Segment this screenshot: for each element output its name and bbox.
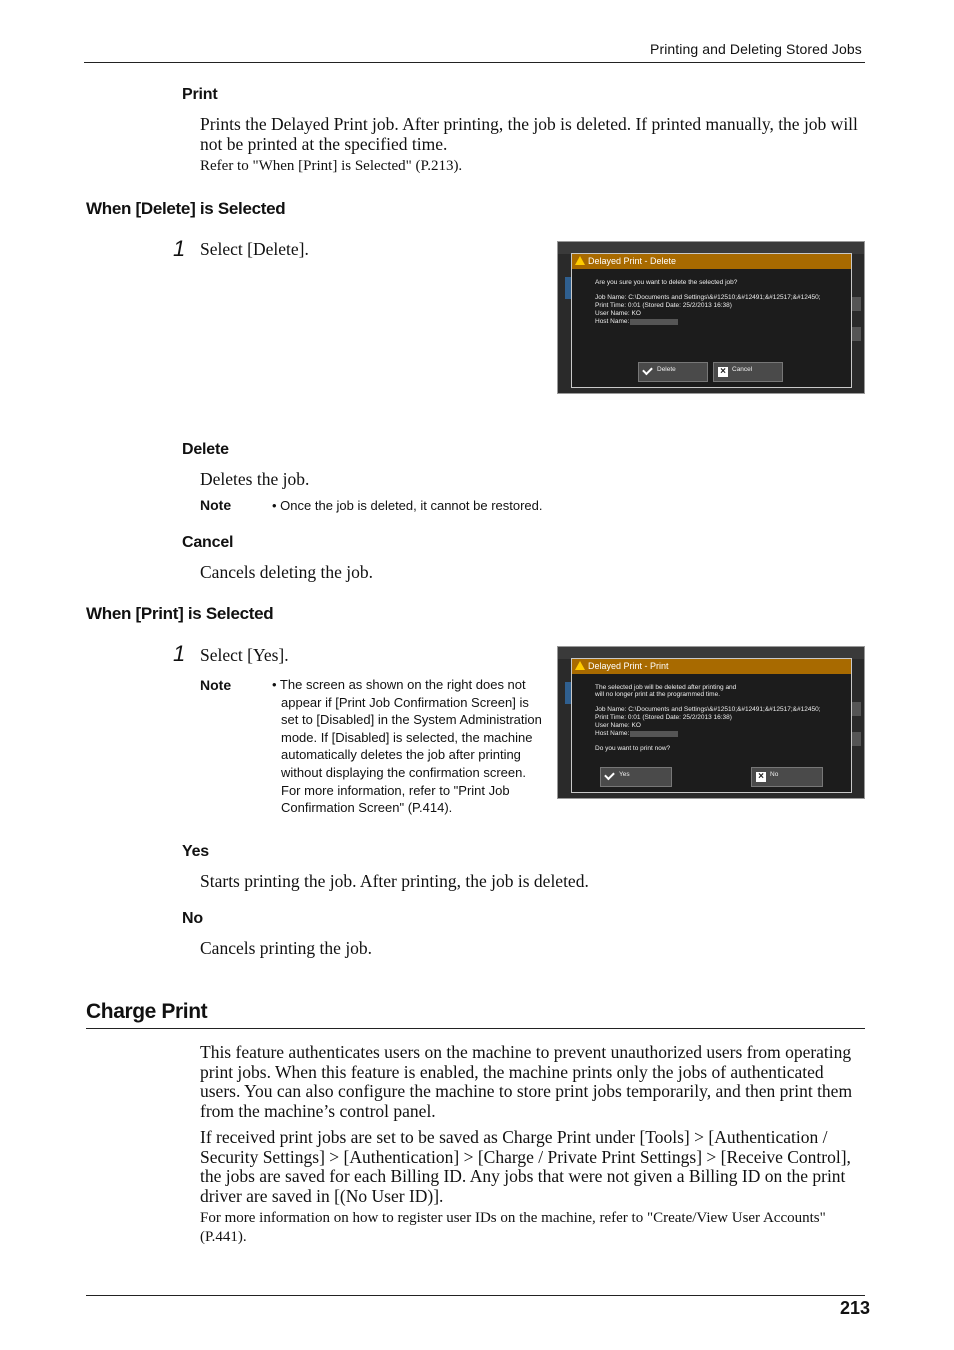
delete-question: Are you sure you want to delete the selected job? [595, 279, 738, 286]
no-item-heading: No [182, 910, 203, 927]
delete-dialog-title: Delayed Print - Delete [572, 254, 851, 269]
print-message-line2: will no longer print at the programmed time. [595, 691, 721, 698]
section-rule [86, 1028, 865, 1029]
charge-print-reference: For more information on how to register user IDs on the machine, refer to "Create/View User Accounts" (P.441). [200, 1210, 826, 1245]
print-dialog-screenshot [557, 646, 865, 799]
host-name: Host Name: [595, 730, 630, 737]
page-number: 213 [840, 1298, 871, 1318]
when-delete-heading: When [Delete] is Selected [86, 199, 286, 218]
note-text: • Once the job is deleted, it cannot be restored. [272, 498, 543, 513]
when-print-heading: When [Print] is Selected [86, 604, 274, 623]
note-label: Note [200, 497, 232, 513]
note-text: • The screen as shown on the right does not appear if [Print Job Confirmation Screen] is set to [Disabled] in the System Administration mode. If [Disabled] is selected, the machine automatically deletes the job after printing without displaying the confirmation screen. For more information, refer to "Print Job Confirmation Screen" (P.414). [272, 677, 542, 816]
yes-item-text: Starts printing the job. After printing, the job is deleted. [200, 871, 589, 891]
delete-dialog-screenshot [557, 241, 865, 394]
delete-item-text: Deletes the job. [200, 469, 310, 489]
user-name: User Name: KO [595, 722, 641, 729]
host-name-blurred [630, 731, 678, 737]
print-now-question: Do you want to print now? [595, 745, 671, 752]
host-name-blurred [630, 319, 678, 325]
note-label: Note [200, 677, 232, 693]
print-reference: Refer to "When [Print] is Selected" (P.213). [200, 158, 463, 174]
no-button[interactable] [751, 767, 823, 787]
print-heading: Print [182, 86, 218, 103]
print-time: Print Time: 0:01 (Stored Date: 25/2/2013 16:38) [595, 302, 732, 309]
check-icon [642, 365, 653, 376]
job-name: Job Name: C:\Documents and Settings\&#12510;&#12491;&#12517;&#12450; [595, 294, 821, 301]
close-icon: × [756, 772, 766, 782]
yes-item-heading: Yes [182, 843, 209, 860]
charge-print-paragraph-1: This feature authenticates users on the machine to prevent unauthorized users from operating print jobs. When this feature is enabled, the machine prints only the jobs of authenticated users. You can also configure the machine to store print jobs temporarily, and then print them from the machine’s control panel. [200, 1042, 853, 1121]
yes-button[interactable] [600, 767, 672, 787]
cancel-item-heading: Cancel [182, 534, 234, 551]
step-number: 1 [173, 641, 186, 666]
step-text: Select [Delete]. [200, 239, 309, 259]
step-text: Select [Yes]. [200, 645, 289, 665]
job-name: Job Name: C:\Documents and Settings\&#12510;&#12491;&#12517;&#12450; [595, 706, 821, 713]
print-dialog [571, 658, 852, 793]
close-icon: × [718, 367, 728, 377]
host-name: Host Name: [595, 318, 630, 325]
print-time: Print Time: 0:01 (Stored Date: 25/2/2013 16:38) [595, 714, 732, 721]
charge-print-paragraph-2: If received print jobs are set to be saved as Charge Print under [Tools] > [Authentication / Security Settings] > [Authentication] > [Charge / Private Print Settings] > [Receive Control], the jobs are saved for each Billing ID. Any jobs that were not given a Billing ID on the print driver are saved in [(No User ID)]. [200, 1127, 851, 1206]
yes-button-label: Yes [619, 771, 630, 778]
step-number: 1 [173, 236, 186, 261]
check-icon [604, 770, 615, 781]
delete-button[interactable] [638, 362, 708, 382]
delete-item-heading: Delete [182, 441, 229, 458]
warning-icon [575, 661, 585, 670]
cancel-item-text: Cancels deleting the job. [200, 562, 374, 582]
user-name: User Name: KO [595, 310, 641, 317]
charge-print-heading: Charge Print [86, 1000, 208, 1023]
delete-dialog [571, 253, 852, 388]
warning-icon [575, 256, 585, 265]
running-header: Printing and Deleting Stored Jobs [650, 41, 862, 57]
print-message-line1: The selected job will be deleted after printing and [595, 684, 737, 691]
cancel-button[interactable] [713, 362, 783, 382]
print-description: Prints the Delayed Print job. After printing, the job is deleted. If printed manually, the job will not be printed at the specified time. [200, 114, 858, 154]
footer-rule [86, 1295, 865, 1296]
header-rule [84, 62, 865, 63]
cancel-button-label: Cancel [732, 366, 753, 373]
delete-button-label: Delete [657, 366, 676, 373]
no-item-text: Cancels printing the job. [200, 938, 373, 958]
print-dialog-title: Delayed Print - Print [572, 659, 851, 674]
no-button-label: No [770, 771, 779, 778]
